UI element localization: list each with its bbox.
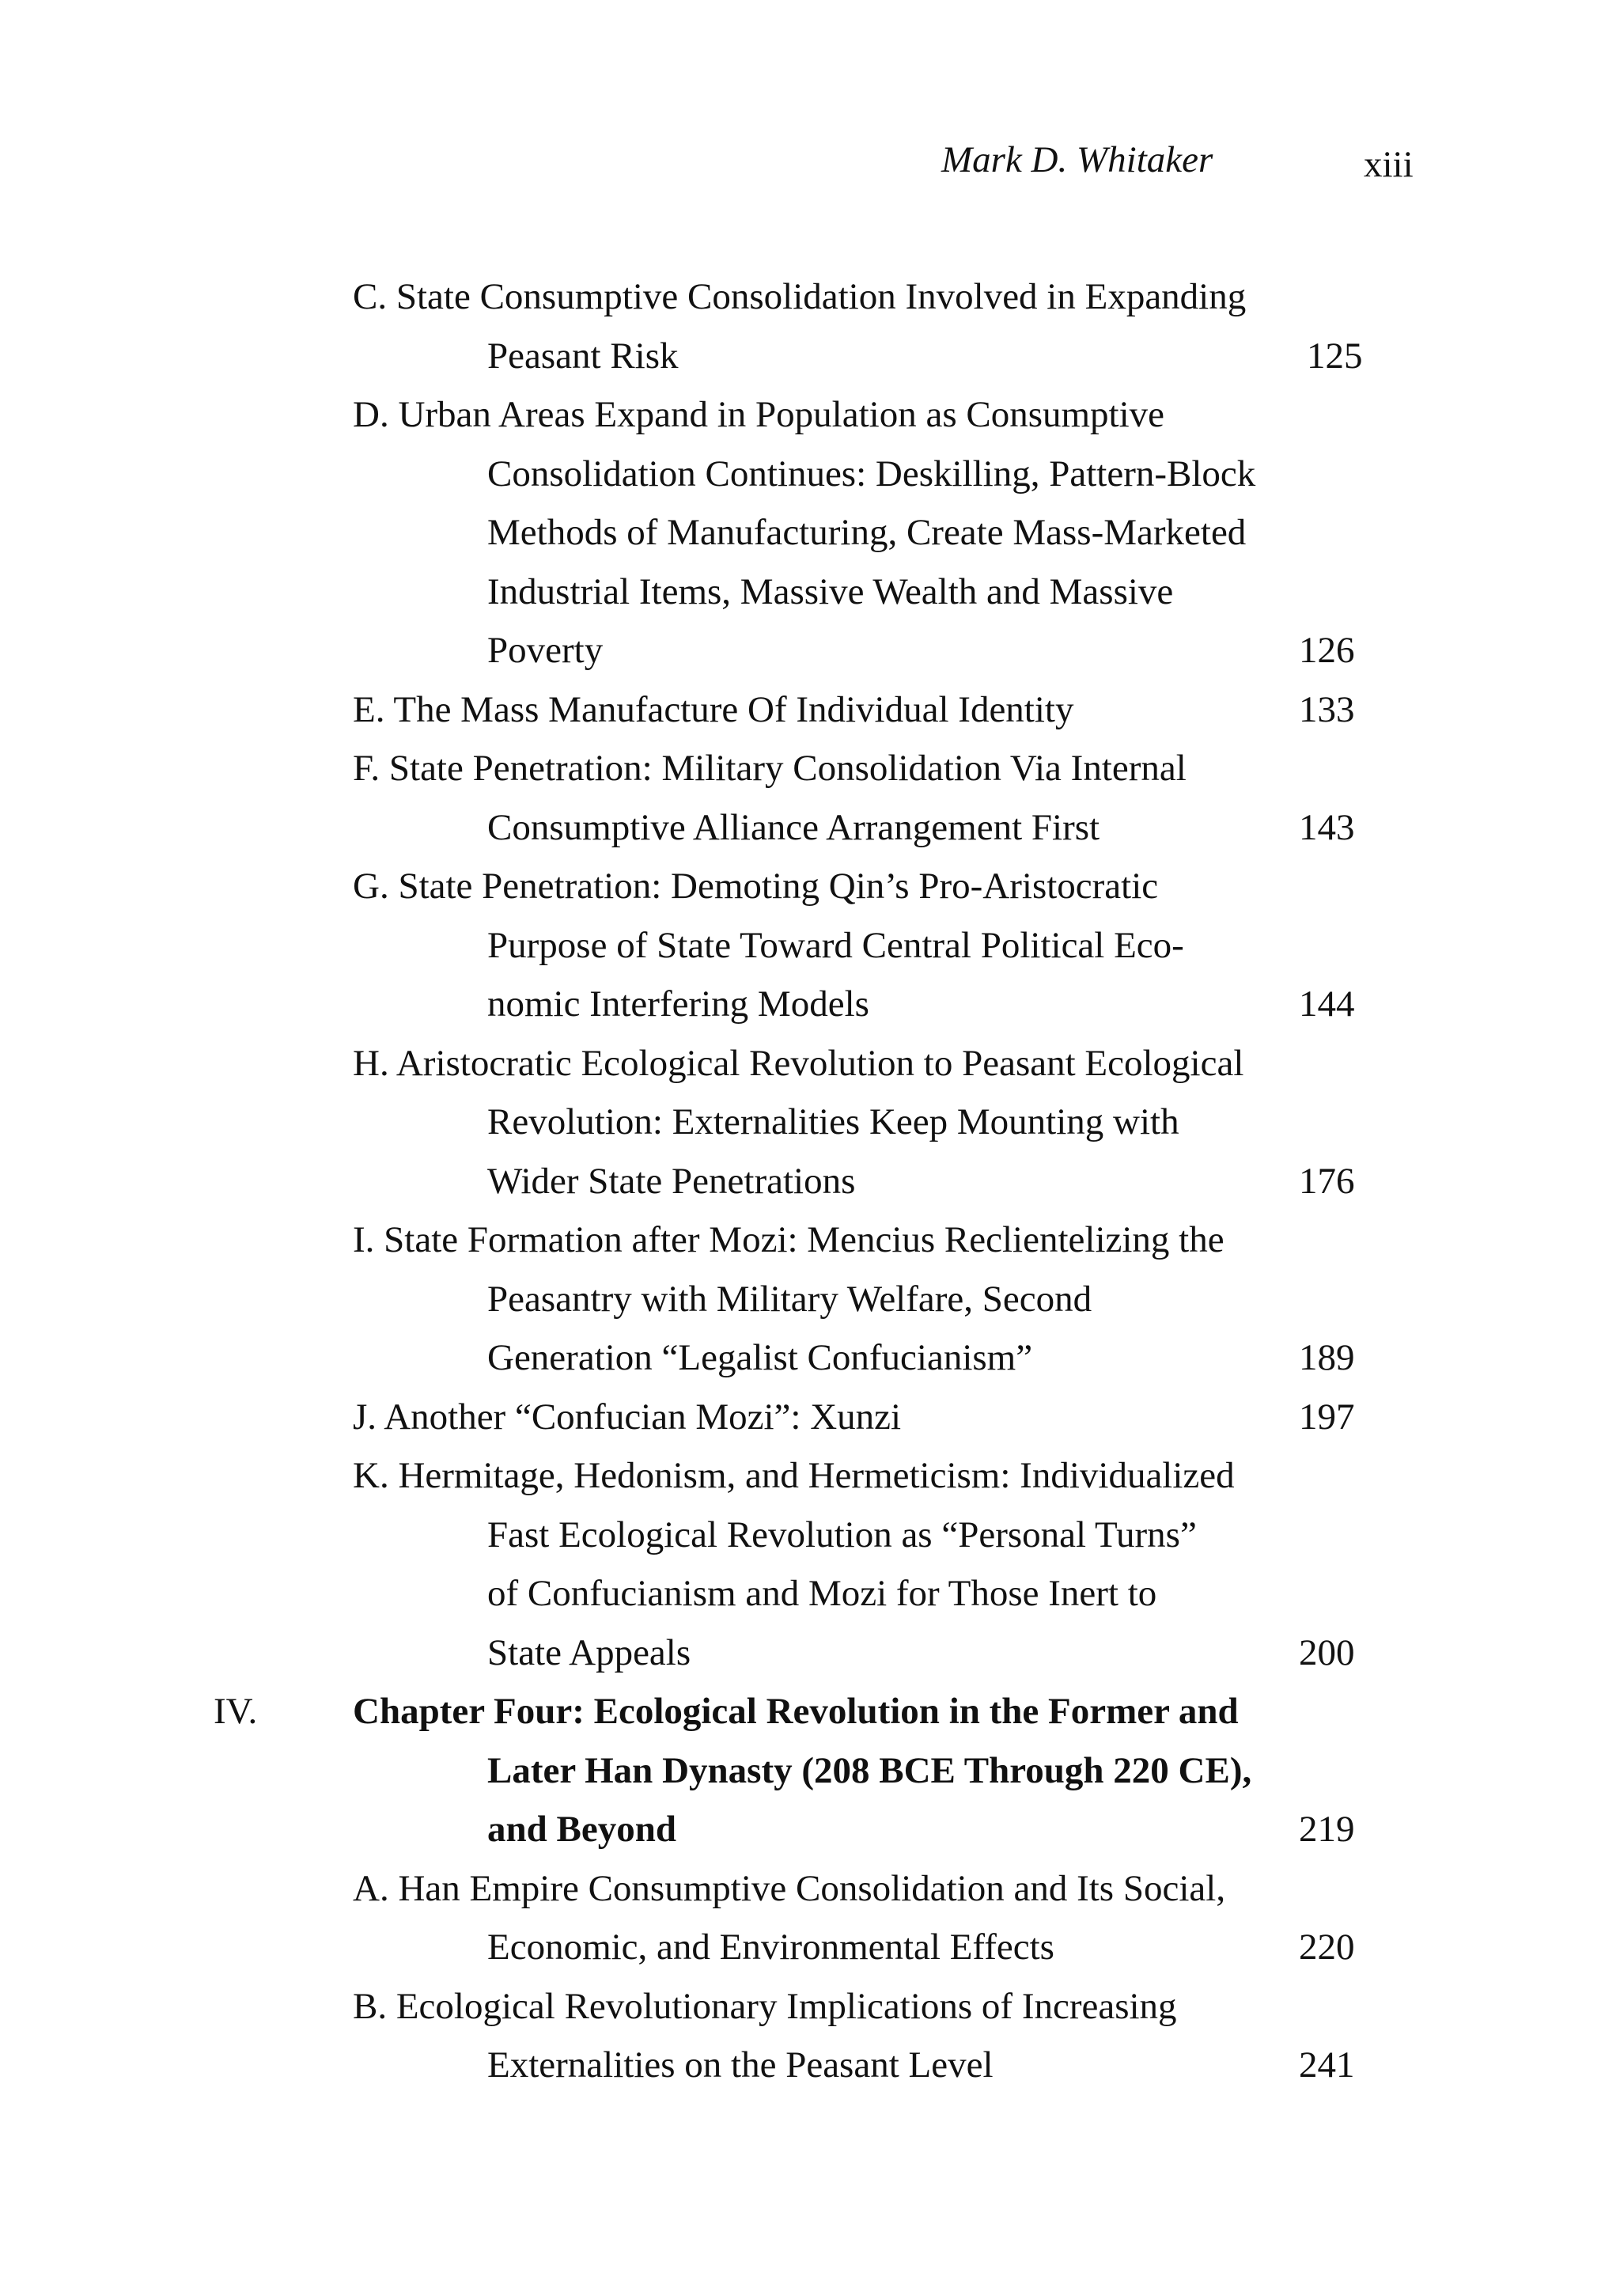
toc-entry-text: Peasant Risk <box>487 335 679 377</box>
toc-entry-text: Consumptive Alliance Arrangement First <box>487 806 1100 848</box>
toc-line <box>0 1216 1620 1275</box>
toc-entry-text: J. Another “Confucian Mozi”: Xunzi <box>353 1396 902 1438</box>
toc-line <box>0 1393 1620 1453</box>
toc-entry-text: D. Urban Areas Expand in Population as Consumptive <box>353 394 1165 435</box>
toc-page-number: 241 <box>1299 2044 1355 2086</box>
toc-entry-text: Poverty <box>487 630 604 671</box>
toc-entry-text: Wider State Penetrations <box>487 1160 856 1202</box>
toc-line <box>0 273 1620 332</box>
toc-page-number: 133 <box>1299 688 1355 730</box>
toc-line <box>0 1040 1620 1099</box>
toc-line <box>0 2041 1620 2101</box>
toc-entry-text: C. State Consumptive Consolidation Involved in Expanding <box>353 276 1247 317</box>
toc-entry-text: Consolidation Continues: Deskilling, Pattern-Block <box>487 453 1256 494</box>
toc-entry-text: H. Aristocratic Ecological Revolution to Peasant Ecological <box>353 1042 1244 1084</box>
toc-line <box>0 744 1620 804</box>
toc-entry-text: Peasantry with Military Welfare, Second <box>487 1278 1092 1320</box>
toc-page-number: 200 <box>1299 1631 1355 1673</box>
toc-entry-text: E. The Mass Manufacture Of Individual Identity <box>353 688 1074 730</box>
toc-page-number: 176 <box>1299 1160 1355 1202</box>
toc-line <box>0 1098 1620 1157</box>
toc-entry-text: F. State Penetration: Military Consolidation Via Internal <box>353 748 1187 789</box>
toc-line <box>0 1865 1620 1924</box>
toc-entry-text: B. Ecological Revolutionary Implications of Increasing <box>353 1985 1177 2027</box>
page-number: xiii <box>1364 144 1414 185</box>
chapter-title: Chapter Four: Ecological Revolution in the Former and <box>353 1691 1239 1732</box>
table-of-contents <box>0 273 1620 2101</box>
toc-line <box>0 804 1620 863</box>
toc-line <box>0 686 1620 745</box>
toc-line <box>0 1805 1620 1865</box>
toc-line <box>0 1334 1620 1393</box>
toc-line <box>0 1983 1620 2042</box>
toc-line <box>0 568 1620 627</box>
toc-line <box>0 922 1620 981</box>
toc-line <box>0 450 1620 510</box>
toc-line <box>0 391 1620 450</box>
toc-page-number: 144 <box>1299 983 1355 1025</box>
toc-page-number: 189 <box>1299 1337 1355 1378</box>
toc-page-number: 219 <box>1299 1809 1355 1850</box>
toc-line <box>0 862 1620 922</box>
toc-entry-text: I. State Formation after Mozi: Mencius Reclientelizing the <box>353 1219 1224 1260</box>
chapter-title: and Beyond <box>487 1809 677 1850</box>
toc-page-number: 197 <box>1299 1396 1355 1438</box>
toc-page-number: 125 <box>1307 335 1363 377</box>
toc-entry-text: Generation “Legalist Confucianism” <box>487 1337 1033 1378</box>
toc-entry-text: Fast Ecological Revolution as “Personal Turns” <box>487 1514 1197 1555</box>
toc-entry-text: K. Hermitage, Hedonism, and Hermeticism: Individualized <box>353 1455 1235 1496</box>
toc-line <box>0 1511 1620 1570</box>
toc-line <box>0 980 1620 1040</box>
toc-entry-text: State Appeals <box>487 1631 691 1673</box>
toc-entry-text: nomic Interfering Models <box>487 983 869 1025</box>
toc-line <box>0 1275 1620 1335</box>
toc-entry-text: of Confucianism and Mozi for Those Inert to <box>487 1573 1157 1614</box>
chapter-numeral: IV. <box>214 1691 258 1732</box>
toc-entry-text: Purpose of State Toward Central Political Eco- <box>487 924 1184 966</box>
toc-entry-text: Industrial Items, Massive Wealth and Massive <box>487 570 1174 612</box>
toc-line <box>0 509 1620 568</box>
toc-entry-text: Economic, and Environmental Effects <box>487 1927 1054 1968</box>
toc-entry-text: Revolution: Externalities Keep Mounting with <box>487 1101 1179 1142</box>
chapter-title: Later Han Dynasty (208 BCE Through 220 CE), <box>487 1749 1252 1791</box>
toc-entry-text: G. State Penetration: Demoting Qin’s Pro-Aristocratic <box>353 866 1159 907</box>
toc-entry-text: A. Han Empire Consumptive Consolidation and Its Social, <box>353 1867 1226 1909</box>
toc-entry-text: Externalities on the Peasant Level <box>487 2044 994 2086</box>
toc-line <box>0 1747 1620 1806</box>
toc-line <box>0 1452 1620 1511</box>
toc-line <box>0 1157 1620 1217</box>
toc-line <box>0 1629 1620 1688</box>
toc-line <box>0 332 1620 392</box>
running-header-author: Mark D. Whitaker <box>941 139 1213 180</box>
toc-line <box>0 1570 1620 1629</box>
toc-line <box>0 1688 1620 1747</box>
toc-page-number: 126 <box>1299 630 1355 671</box>
toc-page-number: 220 <box>1299 1927 1355 1968</box>
toc-line <box>0 627 1620 686</box>
toc-entry-text: Methods of Manufacturing, Create Mass-Marketed <box>487 512 1247 553</box>
toc-page-number: 143 <box>1299 806 1355 848</box>
toc-line <box>0 1923 1620 1983</box>
